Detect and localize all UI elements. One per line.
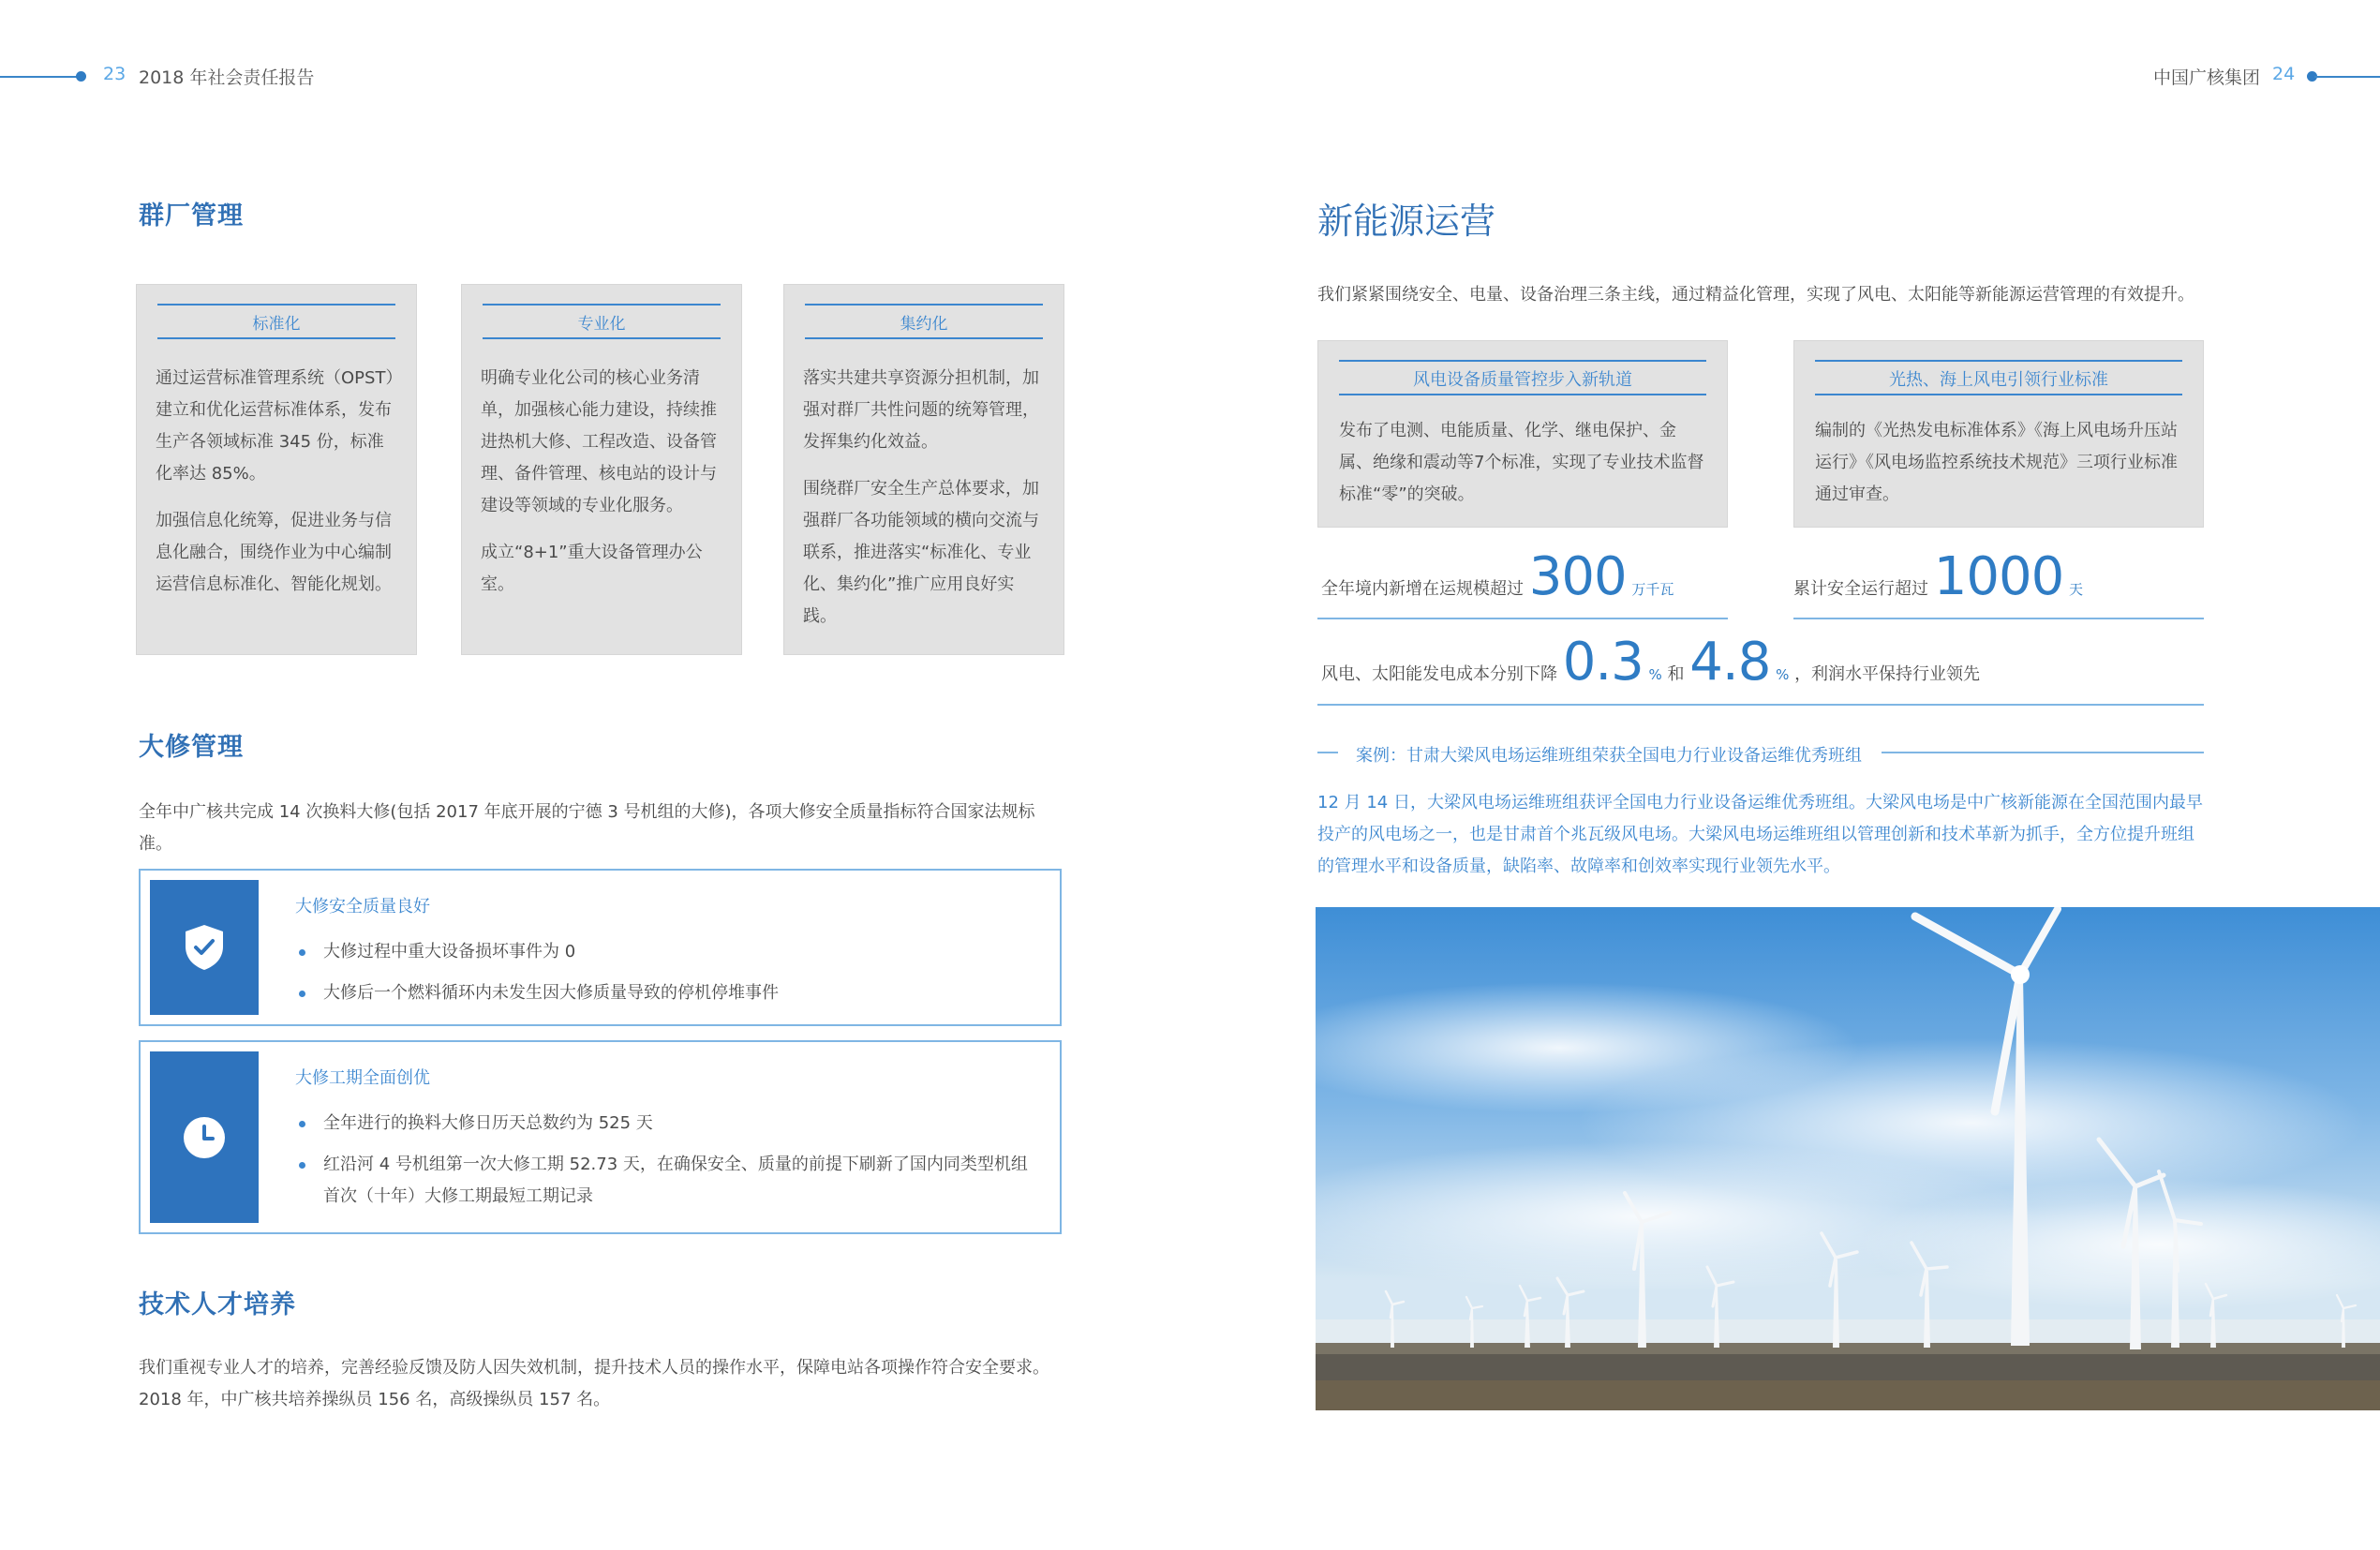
case-rule-left <box>1317 752 1338 753</box>
card-text <box>481 363 722 616</box>
left-header-title: 2018 年社会责任报告 <box>139 67 315 88</box>
stat-value: 4.8 <box>1689 632 1771 693</box>
case-text: 12 月 14 日，大梁风电场运维班组获评全国电力行业设备运维优秀班组。大梁风电场是中广核新能源在全国范围内最早投产的风电场之一，也是甘肃首个兆瓦级风电场。大梁风电场运维班组以管理创新和技术革新为抓手，全方位提升班组的管理水平和设备质量，缺陷率、故障率和创效率实现行业领先水平。 <box>1317 793 2203 876</box>
overhaul-box-title: 大修工期全面创优 <box>295 1068 430 1088</box>
solar-offshore-card <box>1793 340 2204 528</box>
stat-value: 1000 <box>1933 546 2064 607</box>
specialization-card <box>461 284 742 655</box>
stat-underline <box>1793 618 2204 619</box>
stat-underline <box>1317 704 2204 706</box>
header-left-dot <box>76 71 86 82</box>
bullet-icon <box>299 991 305 997</box>
list-item <box>295 1108 1041 1140</box>
card-text <box>803 363 1045 648</box>
card-text: 发布了电测、电能质量、化学、继电保护、金属、绝缘和震动等7个标准，实现了专业技术监督标准“零”的突破。 <box>1339 421 1704 504</box>
talent-title: 技术人才培养 <box>139 1290 296 1319</box>
clock-icon <box>182 1115 227 1160</box>
overhaul-title: 大修管理 <box>139 733 244 762</box>
stat-new-capacity <box>1321 546 1673 607</box>
bullet-icon <box>299 949 305 956</box>
list-item-text: 全年进行的换料大修日历天总数约为 525 天 <box>323 1113 653 1133</box>
list-item <box>295 936 1041 968</box>
overhaul-schedule-icon-box <box>150 1051 259 1223</box>
stat-value: 0.3 <box>1562 632 1644 693</box>
case-title: 案例：甘肃大梁风电场运维班组荣获全国电力行业设备运维优秀班组 <box>1356 746 1862 766</box>
stat-label: 全年境内新增在运规模超过 <box>1321 579 1524 599</box>
overhaul-schedule-list <box>295 1108 1041 1222</box>
shield-check-icon <box>182 923 227 972</box>
stat-cost-reduction <box>1321 632 1980 693</box>
standardization-card <box>136 284 417 655</box>
right-page-number: 24 <box>2272 64 2296 84</box>
card-title: 专业化 <box>577 315 626 334</box>
card-paragraph: 落实共建共享资源分担机制，加强对群厂共性问题的统筹管理，发挥集约化效益。 <box>803 368 1039 452</box>
intensification-card <box>783 284 1064 655</box>
stat-unit: 天 <box>2068 581 2083 598</box>
card-title: 集约化 <box>900 315 948 334</box>
card-title: 光热、海上风电引领行业标准 <box>1889 370 2108 390</box>
list-item-text: 红沿河 4 号机组第一次大修工期 52.73 天，在确保安全、质量的前提下刷新了国内同类型机组首次（十年）大修工期最短工期记录 <box>323 1155 1028 1206</box>
stat-label: 累计安全运行超过 <box>1793 579 1928 599</box>
card-title: 标准化 <box>252 315 301 334</box>
case-rule-right <box>1882 752 2204 753</box>
list-item <box>295 1149 1041 1213</box>
overhaul-intro: 全年中广核共完成 14 次换料大修(包括 2017 年底开展的宁德 3 号机组的大修)，各项大修安全质量指标符合国家法规标准。 <box>139 802 1035 854</box>
stat-value: 300 <box>1528 546 1627 607</box>
card-paragraph: 加强信息化统筹，促进业务与信息化融合，围绕作业为中心编制运营信息标准化、智能化规划。 <box>156 511 392 594</box>
header-left-rule <box>0 76 81 78</box>
right-header-title: 中国广核集团 <box>2153 67 2261 88</box>
overhaul-schedule-box <box>139 1040 1062 1234</box>
card-text <box>156 363 397 616</box>
wind-farm-photo <box>1316 907 2380 1410</box>
header-right-rule <box>2314 76 2380 78</box>
card-text: 编制的《光热发电标准体系》《海上风电场升压站运行》《风电场监控系统技术规范》三项行业标准通过审查。 <box>1815 421 2178 504</box>
overhaul-safety-box <box>139 869 1062 1026</box>
wind-farm-illustration <box>1316 907 2380 1410</box>
card-paragraph: 通过运营标准管理系统（OPST）建立和优化运营标准体系，发布生产各领域标准 345 份，标准化率达 85%。 <box>156 368 394 484</box>
stat-connector: 和 <box>1667 664 1685 684</box>
stat-label: 风电、太阳能发电成本分别下降 <box>1321 664 1557 684</box>
overhaul-safety-list <box>295 936 1041 1019</box>
list-item-text: 大修后一个燃料循环内未发生因大修质量导致的停机停堆事件 <box>323 983 779 1003</box>
card-paragraph: 明确专业化公司的核心业务清单，加强核心能力建设，持续推进热机大修、工程改造、设备管理、备件管理、核电站的设计与建设等领域的专业化服务。 <box>481 368 717 515</box>
overhaul-box-title: 大修安全质量良好 <box>295 897 430 917</box>
bullet-icon <box>299 1162 305 1169</box>
card-paragraph: 成立“8+1”重大设备管理办公室。 <box>481 543 703 594</box>
stat-unit: % <box>1648 666 1662 683</box>
wind-quality-card <box>1317 340 1728 528</box>
stat-safe-operation <box>1793 546 2083 607</box>
bullet-icon <box>299 1121 305 1127</box>
new-energy-intro: 我们紧紧围绕安全、电量、设备治理三条主线，通过精益化管理，实现了风电、太阳能等新能源运营管理的有效提升。 <box>1317 285 2194 305</box>
left-page-number: 23 <box>103 64 126 84</box>
stat-unit: % <box>1776 666 1790 683</box>
list-item <box>295 977 1041 1009</box>
group-mgmt-title: 群厂管理 <box>139 201 244 231</box>
card-title: 风电设备质量管控步入新轨道 <box>1413 370 1632 390</box>
new-energy-title: 新能源运营 <box>1317 201 1496 242</box>
card-paragraph: 围绕群厂安全生产总体要求，加强群厂各功能领域的横向交流与联系，推进落实“标准化、专业化、集约化”推广应用良好实践。 <box>803 479 1039 626</box>
stat-underline <box>1317 618 1728 619</box>
talent-paragraph: 我们重视专业人才的培养，完善经验反馈及防人因失效机制，提升技术人员的操作水平，保障电站各项操作符合安全要求。2018 年，中广核共培养操纵员 156 名，高级操纵员 157 名。 <box>139 1358 1049 1409</box>
stat-suffix: ，利润水平保持行业领先 <box>1794 664 1981 684</box>
list-item-text: 大修过程中重大设备损坏事件为 0 <box>323 942 576 961</box>
stat-unit: 万千瓦 <box>1631 581 1674 598</box>
overhaul-safety-icon-box <box>150 880 259 1015</box>
